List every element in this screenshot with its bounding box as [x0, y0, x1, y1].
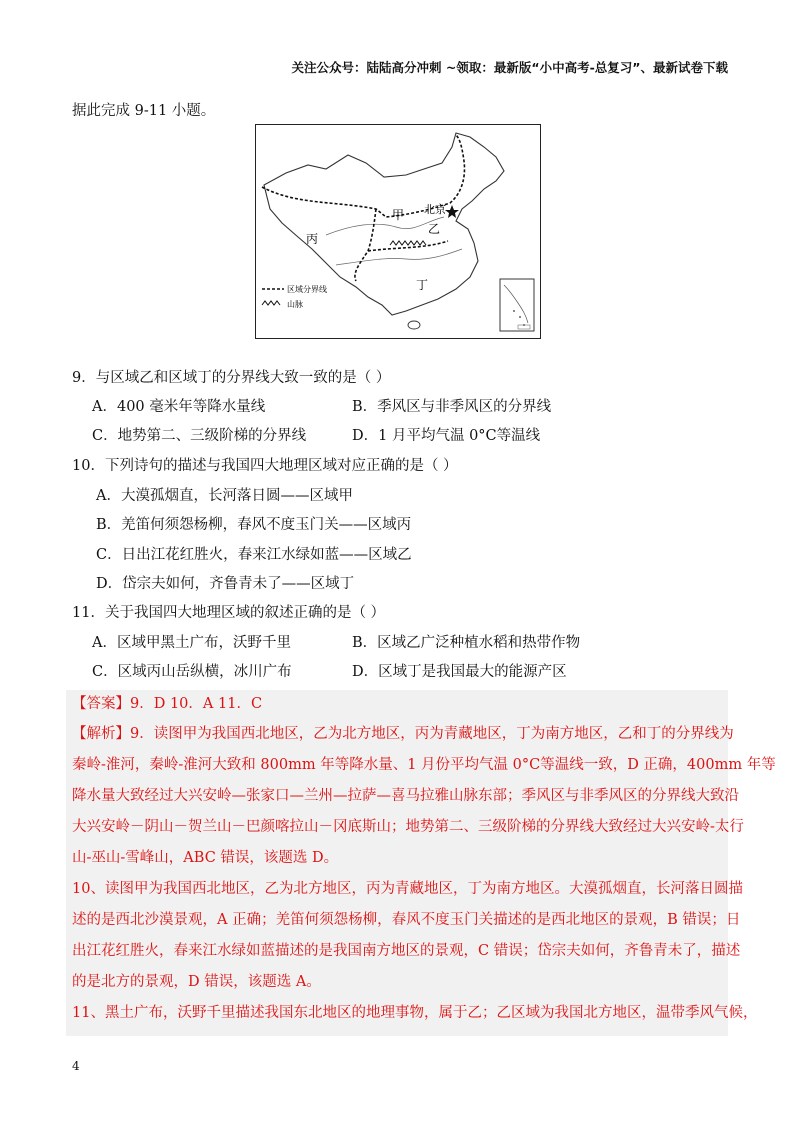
river-north — [326, 217, 444, 235]
question-9-option-b: B．季风区与非季风区的分界线 — [352, 399, 552, 415]
label-bing: 丙 — [306, 232, 319, 246]
page-header: 关注公众号：陆陆高分冲刺 ~领取：最新版“小中高考-总复习”、最新试卷下载 — [291, 60, 728, 75]
inset-coast — [504, 285, 528, 323]
question-11-stem: 11．关于我国四大地理区域的叙述正确的是（ ） — [72, 605, 386, 621]
question-10-stem: 10．下列诗句的描述与我国四大地理区域对应正确的是（ ） — [72, 458, 458, 474]
answer-line: 【答案】9．D 10．A 11．C — [72, 696, 263, 712]
question-9-option-a: A．400 毫米年等降水量线 — [92, 399, 266, 415]
question-11-option-a: A．区域甲黑土广布，沃野千里 — [92, 635, 291, 651]
question-9-stem: 9．与区域乙和区域丁的分界线大致一致的是（ ） — [72, 370, 391, 386]
beijing-star — [445, 205, 459, 218]
question-10-option-c: C．日出江花红胜火，春来江水绿如蓝——区域乙 — [96, 547, 412, 563]
china-region-map — [255, 124, 541, 339]
label-jia: 甲 — [392, 208, 405, 222]
question-9-option-d: D．1 月平均气温 0°C等温线 — [352, 428, 541, 444]
explanation-line: 山-巫山-雪峰山，ABC 错误，该题选 D。 — [72, 850, 339, 866]
label-yi: 乙 — [428, 222, 441, 236]
intro-text: 据此完成 9-11 小题。 — [72, 103, 216, 119]
page-number: 4 — [72, 1059, 80, 1073]
south-sea-inset — [500, 279, 534, 331]
question-11-option-c: C．区域丙山岳纵横，冰川广布 — [92, 664, 292, 680]
label-ding: 丁 — [416, 278, 429, 292]
question-10-option-a: A．大漠孤烟直，长河落日圆——区域甲 — [96, 488, 353, 504]
explanation-line: 述的是西北沙漠景观，A 正确；羌笛何须怨杨柳，春风不度玉门关描述的是西北地区的景观，B 错误；日 — [72, 912, 741, 928]
explanation-line: 出江花红胜火，春来江水绿如蓝描述的是我国南方地区的景观，C 错误；岱宗夫如何，齐鲁青未了，描述 — [72, 943, 741, 959]
question-9-option-c: C．地势第二、三级阶梯的分界线 — [92, 428, 307, 444]
question-10-option-d: D．岱宗夫如何，齐鲁青未了——区域丁 — [96, 576, 355, 592]
explanation-line: 的是北方的景观，D 错误，该题选 A。 — [72, 974, 321, 990]
river-south — [336, 249, 462, 265]
explanation-line: 【解析】9．读图甲为我国西北地区，乙为北方地区，丙为青藏地区，丁为南方地区，乙和丁的分界线为 — [72, 726, 734, 742]
question-11-option-b: B．区域乙广泛种植水稻和热带作物 — [352, 635, 581, 651]
legend-mountain-symbol — [262, 301, 280, 305]
region-boundary — [355, 209, 376, 281]
legend-mountain-label: 山脉 — [287, 300, 303, 309]
label-beijing: 北京 — [424, 203, 446, 216]
map-figure — [256, 125, 539, 337]
explanation-line: 大兴安岭－阴山－贺兰山－巴颜喀拉山－冈底斯山；地势第二、三级阶梯的分界线大致经过大兴安岭-太行 — [72, 819, 744, 835]
hainan-island — [408, 321, 420, 329]
question-10-option-b: B．羌笛何须怨杨柳，春风不度玉门关——区域丙 — [96, 517, 412, 533]
legend-line-label: 区域分界线 — [287, 285, 327, 294]
explanation-line: 11、黑土广布，沃野千里描述我国东北地区的地理事物，属于乙；乙区域为我国北方地区，温带季风气候， — [72, 1005, 758, 1021]
explanation-line: 秦岭-淮河，秦岭-淮河大致和 800mm 年等降水量、1 月份平均气温 0°C等温线一致，D 正确，400mm 年等 — [72, 757, 776, 773]
mountain-range — [390, 241, 426, 245]
explanation-line: 10、读图甲为我国西北地区，乙为北方地区，丙为青藏地区，丁为南方地区。大漠孤烟直，长河落日圆描 — [72, 881, 743, 897]
question-11-option-d: D．区域丁是我国最大的能源产区 — [352, 664, 567, 680]
explanation-line: 降水量大致经过大兴安岭—张家口—兰州—拉萨—喜马拉雅山脉东部；季风区与非季风区的分界线大致沿 — [72, 788, 739, 804]
region-boundary — [368, 241, 448, 251]
